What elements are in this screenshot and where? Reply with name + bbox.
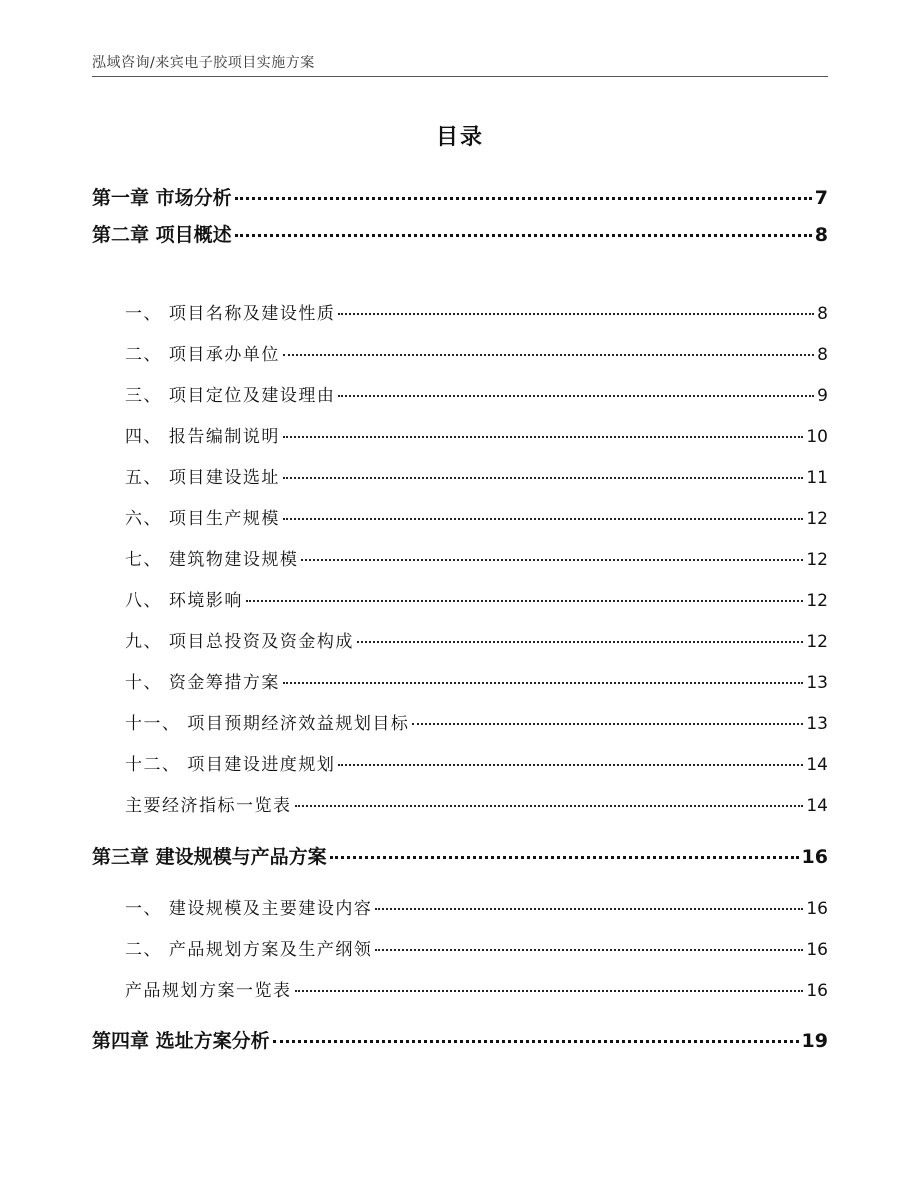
- toc-entry-page: 12: [806, 632, 828, 652]
- toc-entry-page: 16: [806, 899, 828, 919]
- dot-leader: [301, 559, 803, 561]
- toc-entry-section[interactable]: [125, 668, 828, 693]
- toc-entry-chapter[interactable]: [92, 842, 828, 869]
- toc-entry-page: 12: [806, 509, 828, 529]
- toc-entry-chapter[interactable]: [92, 183, 828, 210]
- toc-entry-label: 六、 项目生产规模: [125, 509, 280, 529]
- toc-entry-page: 19: [801, 1030, 828, 1052]
- toc-entry-page: 16: [801, 846, 828, 868]
- toc-entry-page: 7: [814, 187, 828, 209]
- toc-entry-label: 八、 环境影响: [125, 591, 243, 611]
- dot-leader: [283, 682, 803, 684]
- toc-entry-label: 二、 项目承办单位: [125, 345, 280, 365]
- toc-entry-label: 十二、 项目建设进度规划: [125, 755, 336, 775]
- dot-leader: [283, 477, 803, 479]
- toc-entry-label: 十一、 项目预期经济效益规划目标: [125, 714, 410, 734]
- toc-entry-label: 主要经济指标一览表: [125, 796, 292, 816]
- toc-entry-label: 十、 资金筹措方案: [125, 673, 280, 693]
- toc-entry-section[interactable]: [125, 709, 828, 734]
- toc-entry-label: 第二章 项目概述: [92, 224, 232, 246]
- dot-leader: [295, 805, 804, 807]
- toc-entry-page: 16: [806, 940, 828, 960]
- toc-entry-label: 九、 项目总投资及资金构成: [125, 632, 354, 652]
- toc-entry-label: 第四章 选址方案分析: [92, 1030, 270, 1052]
- header-divider: [92, 76, 828, 77]
- dot-leader: [375, 949, 803, 951]
- toc-entry-label: 三、 项目定位及建设理由: [125, 386, 336, 406]
- dot-leader: [295, 990, 804, 992]
- toc-entry-page: 9: [817, 386, 828, 406]
- toc-entry-page: 8: [817, 345, 828, 365]
- toc-entry-page: 11: [806, 468, 828, 488]
- dot-leader: [330, 856, 799, 859]
- toc-entry-section[interactable]: [125, 340, 828, 365]
- toc-entry-section[interactable]: [125, 299, 828, 324]
- toc-entry-page: 8: [814, 224, 828, 246]
- toc-entry-page: 13: [806, 673, 828, 693]
- dot-leader: [246, 600, 803, 602]
- toc-entry-page: 14: [806, 796, 828, 816]
- toc-entry-label: 七、 建筑物建设规模: [125, 550, 299, 570]
- toc-entry-section[interactable]: [125, 545, 828, 570]
- dot-leader: [357, 641, 803, 643]
- toc-entry-chapter[interactable]: [92, 220, 828, 247]
- toc-entry-label: 第三章 建设规模与产品方案: [92, 846, 327, 868]
- toc-entry-section[interactable]: [125, 894, 828, 919]
- toc-entry-label: 二、 产品规划方案及生产纲领: [125, 940, 373, 960]
- toc-entry-section[interactable]: [125, 422, 828, 447]
- toc-entry-chapter[interactable]: [92, 1026, 828, 1053]
- toc-entry-page: 16: [806, 981, 828, 1001]
- toc-entry-page: 8: [817, 304, 828, 324]
- toc-entry-page: 12: [806, 591, 828, 611]
- toc-entry-label: 五、 项目建设选址: [125, 468, 280, 488]
- dot-leader: [283, 518, 803, 520]
- toc-entry-label: 四、 报告编制说明: [125, 427, 280, 447]
- dot-leader: [273, 1040, 799, 1043]
- dot-leader: [235, 197, 812, 200]
- running-header: 泓域咨询/来宾电子胶项目实施方案: [92, 55, 315, 71]
- toc-entry-label: 一、 建设规模及主要建设内容: [125, 899, 373, 919]
- toc-entry-section[interactable]: [125, 935, 828, 960]
- toc-entry-label: 第一章 市场分析: [92, 187, 232, 209]
- dot-leader: [283, 354, 814, 356]
- toc-entry-section[interactable]: [125, 976, 828, 1001]
- toc-entry-section[interactable]: [125, 750, 828, 775]
- toc-entry-section[interactable]: [125, 381, 828, 406]
- dot-leader: [338, 313, 814, 315]
- toc-entry-section[interactable]: [125, 791, 828, 816]
- toc-title: 目录: [435, 125, 484, 150]
- toc-entry-page: 13: [806, 714, 828, 734]
- dot-leader: [283, 436, 803, 438]
- toc-entry-section[interactable]: [125, 627, 828, 652]
- dot-leader: [412, 723, 803, 725]
- dot-leader: [338, 764, 803, 766]
- toc-entry-label: 产品规划方案一览表: [125, 981, 292, 1001]
- toc-entry-page: 10: [806, 427, 828, 447]
- dot-leader: [235, 234, 812, 237]
- toc-entry-section[interactable]: [125, 586, 828, 611]
- toc-entry-page: 12: [806, 550, 828, 570]
- toc-entry-label: 一、 项目名称及建设性质: [125, 304, 336, 324]
- toc-entry-section[interactable]: [125, 504, 828, 529]
- dot-leader: [338, 395, 814, 397]
- toc-entry-section[interactable]: [125, 463, 828, 488]
- toc-entry-page: 14: [806, 755, 828, 775]
- dot-leader: [375, 908, 803, 910]
